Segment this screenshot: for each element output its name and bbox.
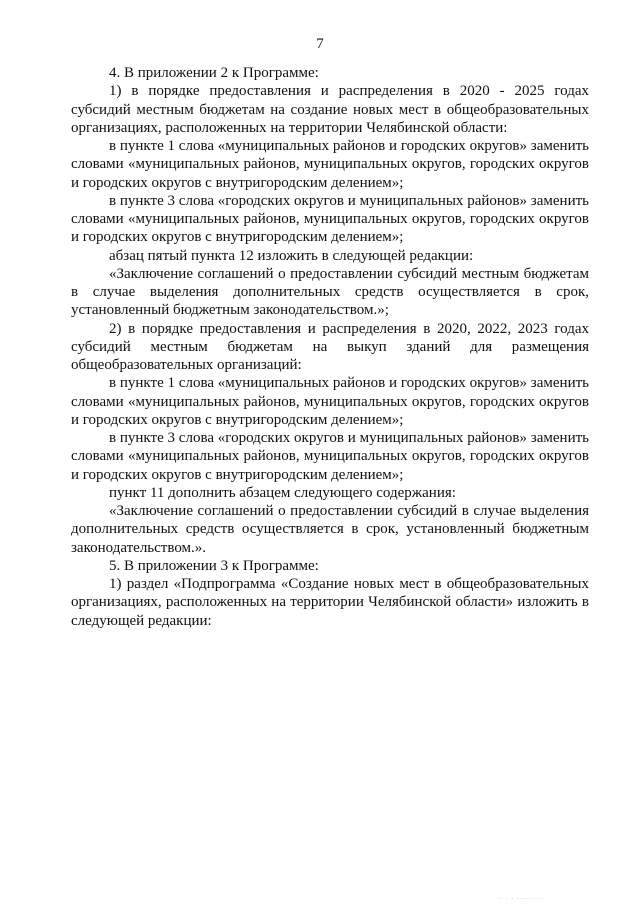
paragraph-point-12-new-text: «Заключение соглашений о предоставлении субсидий местным бюджетам в случае выделения дополнительных средств осуществляется в срок, установленный бюджетным законодательством.»; bbox=[71, 265, 589, 319]
paragraph-item-1-subsidies-new-places: 1) в порядке предоставления и распределения в 2020 - 2025 годах субсидий местным бюджетам на создание новых мест в общеобразовательных организациях, расположенных на территории Челябинской области: bbox=[71, 83, 589, 136]
paragraph-point-1-replacement: в пункте 1 слова «муниципальных районов и городских округов» заменить словами «муниципальных районов, муниципальных округов, городских округов и городских округов с внутригородским делением»; bbox=[71, 138, 589, 191]
document-body bbox=[71, 64, 589, 630]
paragraph-section-5-heading: 5. В приложении 3 к Программе: bbox=[109, 557, 319, 574]
page-number: 7 bbox=[316, 36, 324, 52]
paragraph-section-5-item-1: 1) раздел «Подпрограмма «Создание новых мест в общеобразовательных организациях, расположенных на территории Челябинской области» изложить в следующей редакции: bbox=[71, 576, 589, 629]
paragraph-point-11-intro: пункт 11 дополнить абзацем следующего содержания: bbox=[109, 484, 456, 501]
paragraph-point-1-replacement-2: в пункте 1 слова «муниципальных районов и городских округов» заменить словами «муниципальных районов, муниципальных округов, городских округов и городских округов с внутригородским делением»; bbox=[71, 375, 589, 428]
paragraph-point-3-replacement-2: в пункте 3 слова «городских округов и муниципальных районов» заменить словами «муниципальных районов, муниципальных округов, городских округов и городских округов с внутригородским делением»; bbox=[71, 430, 589, 483]
paragraph-point-12-intro: абзац пятый пункта 12 изложить в следующей редакции: bbox=[109, 247, 474, 264]
paragraph-point-3-replacement: в пункте 3 слова «городских округов и муниципальных районов» заменить словами «муниципальных районов, муниципальных округов, городских округов и городских округов с внутригородским делением»; bbox=[71, 192, 589, 246]
scan-footer-mark: ·· · · ········· bbox=[497, 896, 544, 902]
paragraph-section-4-heading: 4. В приложении 2 к Программе: bbox=[109, 65, 319, 81]
paragraph-point-11-new-text: «Заключение соглашений о предоставлении субсидий в случае выделения дополнительных средств осуществляется в срок, установленный бюджетным законодательством.». bbox=[71, 503, 589, 556]
paragraph-item-2-building-purchase: 2) в порядке предоставления и распределения в 2020, 2022, 2023 годах субсидий местным бюджетам на выкуп зданий для размещения общеобразовательных организаций: bbox=[71, 320, 589, 373]
